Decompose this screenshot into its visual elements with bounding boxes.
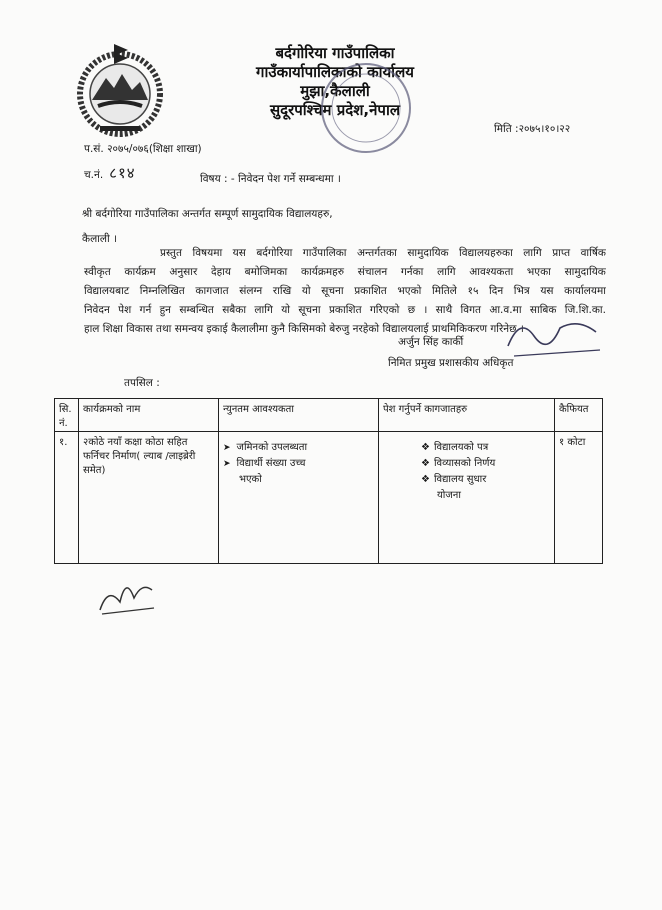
program-details-table: [54, 398, 603, 564]
list-item: भएको: [239, 474, 262, 485]
letter-subject: विषय : - निवेदन पेश गर्ने सम्बन्धमा ।: [200, 173, 341, 185]
table-caption: तपसिल :: [124, 377, 160, 389]
header-sn: सि. नं.: [55, 399, 79, 432]
letter-reference-number: प.सं. २०७५/०७६(शिक्षा शाखा): [84, 143, 202, 155]
header-requirement: न्युनतम आवश्यकता: [219, 399, 379, 432]
body-line: प्रस्तुत विषयमा यस बर्दगोरिया गाउँपालिका अन्तर्गतका सामुदायिक विद्यालयहरुका लागि प्राप्त वार्षिक: [160, 247, 606, 259]
addressee: श्री बर्दगोरिया गाउँपालिका अन्तर्गत सम्पूर्ण सामुदायिक विद्यालयहरु,: [82, 208, 333, 220]
list-item: ❖ विव्यासको निर्णय: [421, 458, 496, 469]
header-line-3: मुझा,कैलाली: [300, 82, 370, 100]
dispatch-handwritten-number: ८१४: [109, 164, 136, 182]
office-stamp-icon: [318, 60, 418, 160]
signatory-name: अर्जुन सिंह कार्की: [398, 336, 464, 348]
arrow-bullet-icon: ➤: [223, 459, 231, 469]
government-emblem-icon: [70, 40, 170, 140]
table-row: [55, 432, 603, 564]
letter-date: मिति :२०७५।१०।२२: [494, 123, 571, 135]
header-line-1: बर्दगोरिया गाउँपालिका: [275, 44, 395, 62]
diamond-bullet-icon: ❖: [421, 442, 430, 453]
header-program: कार्यक्रमको नाम: [79, 399, 219, 432]
cell-documents: [379, 432, 555, 564]
list-item: ➤ विद्यार्थी संख्या उच्च: [223, 458, 306, 469]
table-header-row: [55, 399, 603, 432]
dispatch-label: च.नं.: [84, 169, 104, 181]
list-item: योजना: [437, 490, 461, 501]
diamond-bullet-icon: ❖: [421, 474, 430, 485]
list-item: ➤ जमिनको उपलब्धता: [223, 442, 308, 453]
body-line: निवेदन पेश गर्न हुन सम्बन्धित सबैका लागि यो सूचना प्रकाशित गरिएको छ । साथै विगत आ.व.मा साबिक जि.शि.का.: [84, 304, 606, 316]
list-item: ❖ विद्यालयको पत्र: [421, 442, 489, 453]
addressee-place: कैलाली ।: [82, 233, 118, 245]
initials-signature-icon: [94, 568, 164, 618]
header-line-2: गाउँकार्यापालिकाको कार्यालय: [256, 63, 414, 81]
cell-requirements: [219, 432, 379, 564]
body-line: हाल शिक्षा विकास तथा समन्वय इकाई कैलालीमा कुनै किसिमको बेरुजु नरहेको विद्यालयलाई प्राथमिकिकरण गरिनेछ ।: [84, 323, 524, 335]
body-line: विद्यालयबाट निम्नलिखित कागजात संलग्न राखि यो सूचना प्रकाशित भएको मितिले १५ दिन भित्र यस कार्यालयमा: [84, 285, 606, 297]
list-item: ❖ विद्यालय सुधार: [421, 474, 487, 485]
dispatch-number: [84, 163, 136, 183]
body-line: स्वीकृत कार्यक्रम अनुसार देहाय बमोजिमका कार्यक्रमहरु संचालन गर्नका लागि आवश्यकता भएका सामुदायिक: [84, 266, 606, 278]
signatory-title: निमित प्रमुख प्रशासकीय अधिकृत: [388, 357, 514, 369]
header-documents: पेश गर्नुपर्ने कागजातहरु: [379, 399, 555, 432]
cell-remarks: १ कोटा: [555, 432, 603, 564]
cell-sn: १.: [55, 432, 79, 564]
header-line-4: सुदूरपश्चिम प्रदेश,नेपाल: [269, 101, 401, 119]
header-remarks: कैफियत: [555, 399, 603, 432]
signature-stamp-icon: [500, 306, 610, 366]
diamond-bullet-icon: ❖: [421, 458, 430, 469]
arrow-bullet-icon: ➤: [223, 443, 231, 453]
cell-program: २कोठे नयाँ कक्षा कोठा सहित फर्निचर निर्माण( ल्याब /लाइब्रेरी समेत): [79, 432, 219, 564]
